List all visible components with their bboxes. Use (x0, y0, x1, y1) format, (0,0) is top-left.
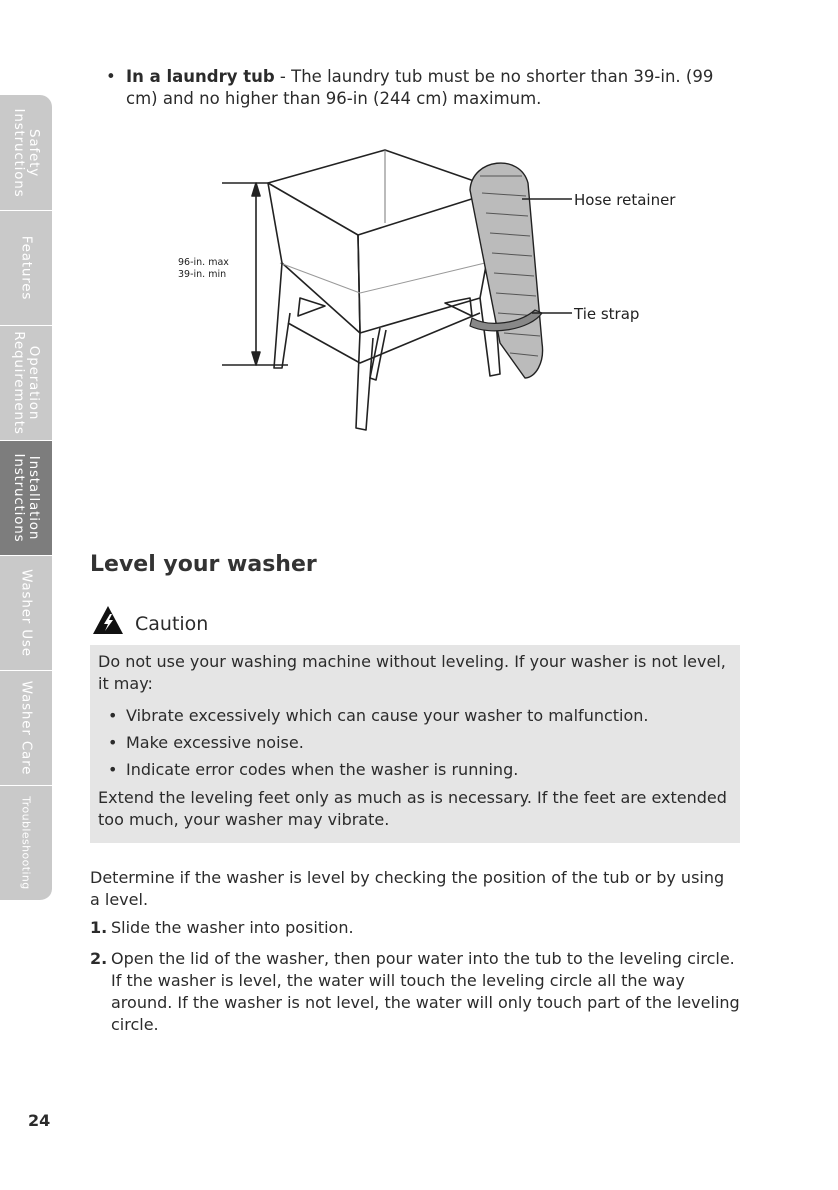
step-item (90, 948, 740, 1036)
list-item-text: Make excessive noise. (126, 733, 304, 752)
caution-intro: Do not use your washing machine without leveling. If your washer is not level, it may: (98, 652, 726, 693)
list-item: • Indicate error codes when the washer is running. (108, 760, 519, 779)
body-paragraph: Determine if the washer is level by checking the position of the tub or by using a level. (90, 868, 725, 909)
tab-label: Operation Requirements (11, 331, 42, 435)
bullet-text: - The laundry tub must be no shorter than 39-in. (99 cm) and no higher than 96-in (244 cm) maximum. (126, 67, 714, 108)
list-item-text: Vibrate excessively which can cause your washer to malfunction. (126, 706, 649, 725)
tab-operation-requirements[interactable] (0, 326, 52, 441)
laundry-tub-diagram (170, 138, 710, 448)
leg-front (356, 333, 373, 430)
tab-washer-use[interactable] (0, 556, 52, 671)
tab-label: Features (18, 235, 35, 301)
tub-shade-line (280, 263, 360, 293)
tub-rim (268, 150, 500, 235)
label-tie-strap: Tie strap (574, 305, 640, 323)
drain-hose (470, 163, 543, 378)
label-height-max: 96-in. max (178, 257, 229, 268)
section-title: Level your washer (90, 552, 317, 577)
tub-shade-line (360, 263, 485, 293)
bullet-bold-lead: In a laundry tub (126, 67, 275, 86)
laundry-tub-bullet (106, 66, 726, 110)
caution-box (90, 645, 740, 843)
leg-left (274, 263, 290, 368)
caution-list (98, 705, 732, 781)
step-number: 2. (90, 949, 108, 968)
tab-label: Safety Instructions (11, 108, 42, 197)
step-text: Slide the washer into position. (111, 918, 354, 937)
tab-installation-instructions[interactable] (0, 441, 52, 556)
step-text: Open the lid of the washer, then pour water into the tub to the leveling circle. If the washer is level, the water will touch the leveling circle all the way around. If the washer is not level, the water will only touch part of the leveling circle. (111, 949, 740, 1034)
tab-features[interactable] (0, 211, 52, 326)
tab-label: Washer Care (18, 680, 35, 776)
warning-triangle-icon (92, 605, 124, 635)
brace-left (298, 298, 325, 316)
caution-footer: Extend the leveling feet only as much as is necessary. If the feet are extended too much, your washer may vibrate. (98, 788, 727, 829)
arrow-down (252, 352, 260, 365)
page-number: 24 (28, 1111, 51, 1130)
list-item: • Vibrate excessively which can cause your washer to malfunction. (108, 706, 649, 725)
tab-label: Troubleshooting (19, 796, 33, 890)
tab-label: Installation Instructions (11, 453, 42, 543)
tab-safety-instructions[interactable] (0, 95, 52, 211)
bullet-dot: • (106, 67, 116, 86)
list-item-text: Indicate error codes when the washer is running. (126, 760, 519, 779)
tab-troubleshooting[interactable] (0, 786, 52, 901)
caution-label: Caution (135, 613, 209, 635)
tab-washer-care[interactable] (0, 671, 52, 786)
label-height-min: 39-in. min (178, 269, 227, 280)
steps-list (90, 917, 740, 1045)
arrow-up (252, 183, 260, 196)
label-hose-retainer: Hose retainer (574, 191, 676, 209)
step-item (90, 917, 740, 939)
list-item: • Make excessive noise. (108, 733, 304, 752)
step-number: 1. (90, 918, 108, 937)
tab-label: Washer Use (18, 569, 35, 657)
